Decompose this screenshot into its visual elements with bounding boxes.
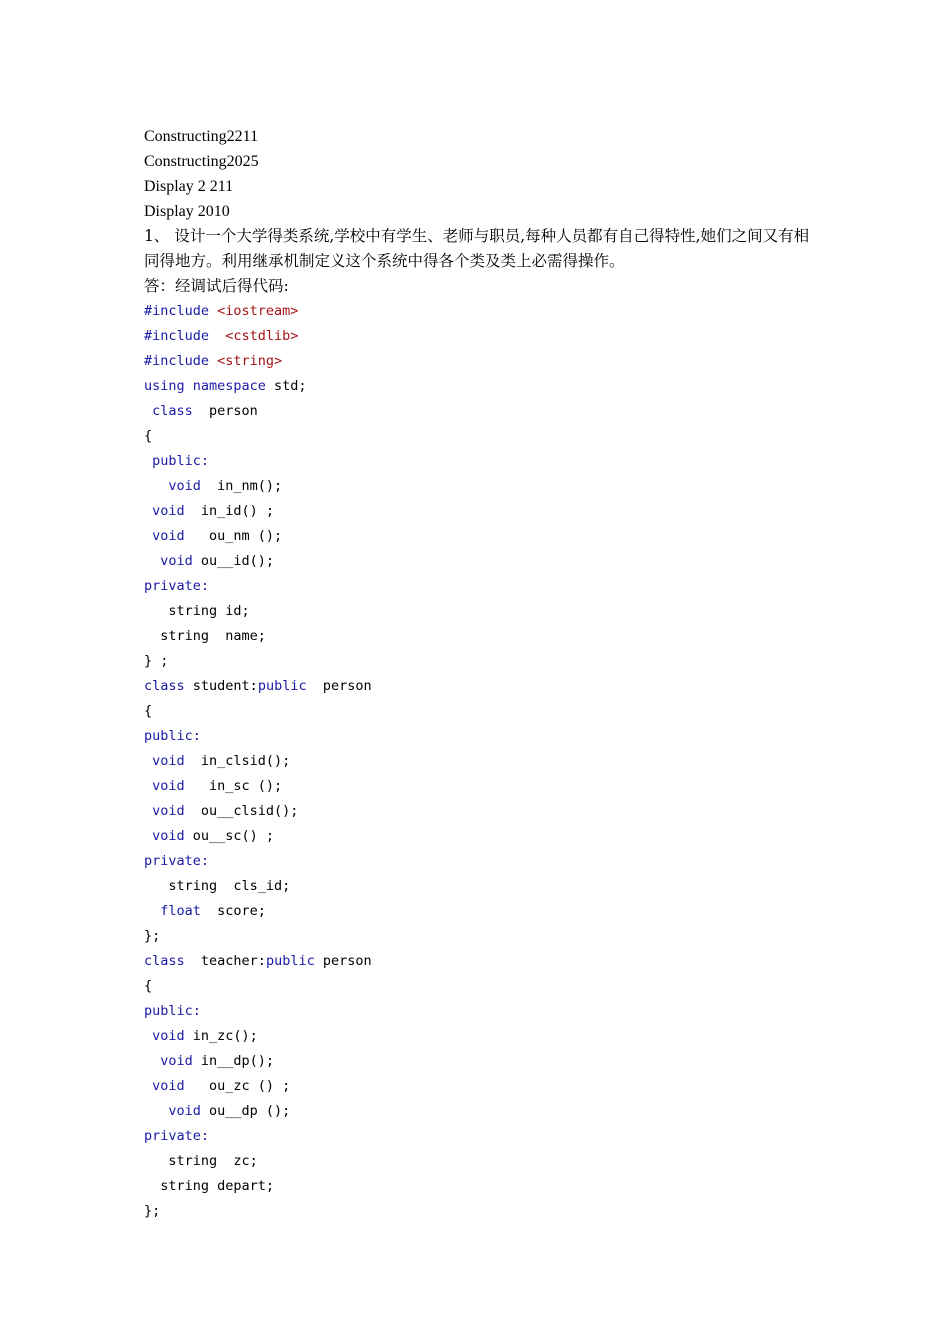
code-line	[144, 1099, 814, 1124]
code-line	[144, 1149, 814, 1174]
code-text: string id;	[144, 603, 250, 619]
code-line	[144, 624, 814, 649]
code-line	[144, 974, 814, 999]
code-line	[144, 749, 814, 774]
code-line	[144, 1124, 814, 1149]
question-paragraph	[144, 224, 814, 274]
code-line	[144, 399, 814, 424]
code-text: score;	[217, 903, 266, 919]
code-keyword: void	[144, 553, 201, 569]
code-text: {	[144, 703, 153, 719]
code-text: ou__clsid();	[200, 803, 299, 819]
code-line	[144, 1199, 814, 1224]
code-keyword: public:	[144, 453, 210, 469]
code-line	[144, 474, 814, 499]
code-line	[144, 1174, 814, 1199]
code-text: student:	[192, 678, 258, 694]
code-keyword: void	[144, 478, 218, 494]
output-line: Display 2010	[144, 203, 230, 220]
code-line	[144, 299, 814, 324]
code-text: person	[322, 678, 372, 694]
code-keyword: public:	[144, 1003, 201, 1019]
code-keyword: class	[144, 403, 210, 419]
code-text: std;	[274, 378, 307, 394]
code-line	[144, 674, 814, 699]
code-line	[144, 499, 814, 524]
code-line	[144, 1024, 814, 1049]
code-string: <iostream>	[217, 303, 299, 319]
code-text: ou__id();	[200, 553, 275, 569]
code-line	[144, 899, 814, 924]
code-text: ou__sc() ;	[192, 828, 275, 844]
code-keyword: using namespace	[144, 378, 275, 394]
code-text: {	[144, 978, 153, 994]
output-line: Constructing2025	[144, 153, 259, 170]
code-text: in_clsid();	[200, 753, 291, 769]
code-keyword: void	[144, 778, 201, 794]
code-line	[144, 424, 814, 449]
code-keyword: public	[265, 953, 323, 969]
code-text: person	[209, 403, 258, 419]
code-keyword: void	[144, 828, 193, 844]
code-keyword: void	[144, 1078, 201, 1094]
code-line	[144, 574, 814, 599]
code-keyword: private:	[144, 578, 210, 594]
code-keyword: #include	[144, 328, 226, 344]
code-keyword: void	[144, 528, 201, 544]
code-line	[144, 849, 814, 874]
code-keyword: void	[144, 1103, 210, 1119]
code-keyword: void	[144, 1053, 201, 1069]
code-line	[144, 599, 814, 624]
code-keyword: public:	[144, 728, 201, 744]
code-line	[144, 1049, 814, 1074]
code-line	[144, 799, 814, 824]
code-line	[144, 699, 814, 724]
question-text: 设计一个大学得类系统,学校中有学生、老师与职员,每种人员都有自己得特性,她们之间又有相同得地方。利用继承机制定义这个系统中得各个类及类上必需得操作。	[144, 227, 810, 270]
code-keyword: void	[144, 503, 201, 519]
code-line	[144, 824, 814, 849]
code-line	[144, 549, 814, 574]
code-text: {	[144, 428, 153, 444]
code-line	[144, 449, 814, 474]
code-keyword: private:	[144, 1128, 210, 1144]
code-line	[144, 949, 814, 974]
code-text: string name;	[144, 628, 266, 644]
code-text: in_id() ;	[200, 503, 275, 519]
question-number: 1、	[144, 227, 170, 245]
code-line	[144, 524, 814, 549]
code-keyword: #include	[144, 353, 218, 369]
code-text: } ;	[144, 653, 169, 669]
code-text: ou__dp ();	[209, 1103, 291, 1119]
code-text: ou_zc () ;	[200, 1078, 291, 1094]
output-line: Display 2 211	[144, 178, 234, 195]
code-line	[144, 774, 814, 799]
code-text: ou_nm ();	[200, 528, 283, 544]
code-text: };	[144, 928, 161, 944]
code-line	[144, 374, 814, 399]
code-string: <string>	[217, 353, 283, 369]
code-keyword: private:	[144, 853, 210, 869]
code-text: string zc;	[144, 1153, 258, 1169]
code-text: in_sc ();	[200, 778, 283, 794]
code-keyword: void	[144, 1028, 193, 1044]
document-content	[144, 124, 814, 1224]
code-line	[144, 649, 814, 674]
code-line	[144, 1074, 814, 1099]
code-string: <cstdlib>	[225, 328, 299, 344]
code-keyword: float	[144, 903, 218, 919]
output-line: Constructing2211	[144, 128, 259, 145]
answer-intro: 答：经调试后得代码:	[144, 277, 289, 295]
code-text: };	[144, 1203, 161, 1219]
code-line	[144, 349, 814, 374]
code-keyword: class	[144, 953, 201, 969]
code-keyword: class	[144, 678, 193, 694]
code-block	[144, 299, 814, 1224]
code-text: in__dp();	[200, 1053, 275, 1069]
code-line	[144, 874, 814, 899]
code-keyword: void	[144, 803, 201, 819]
code-keyword: public	[257, 678, 323, 694]
code-line	[144, 724, 814, 749]
code-line	[144, 324, 814, 349]
code-text: teacher:	[200, 953, 266, 969]
code-text: in_nm();	[217, 478, 283, 494]
code-line	[144, 999, 814, 1024]
code-line	[144, 924, 814, 949]
code-text: string depart;	[144, 1178, 275, 1194]
code-text: string cls_id;	[144, 878, 291, 894]
code-text: in_zc();	[192, 1028, 258, 1044]
code-text: person	[322, 953, 372, 969]
code-keyword: #include	[144, 303, 218, 319]
code-keyword: void	[144, 753, 201, 769]
